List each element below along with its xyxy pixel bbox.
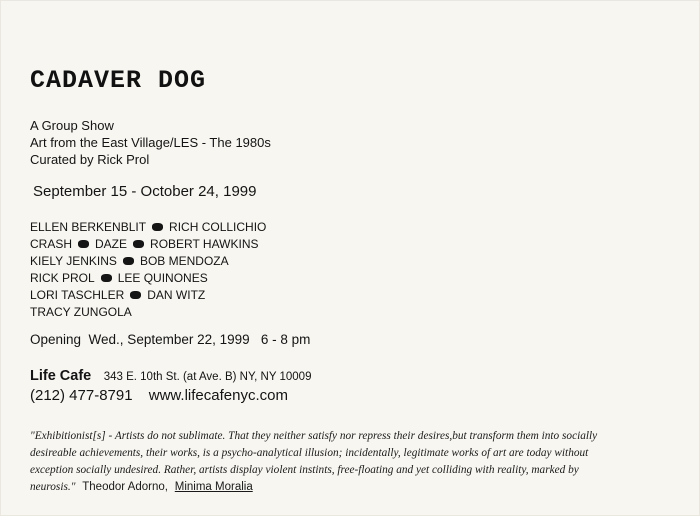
bullet-icon <box>101 274 112 282</box>
quote-author: Theodor Adorno, <box>82 481 168 493</box>
venue-line <box>30 367 311 385</box>
show-intro <box>30 117 271 168</box>
show-title: CADAVER DOG <box>30 66 207 95</box>
artist-name: LORI TASCHLER <box>30 288 125 302</box>
artist-list <box>30 219 266 321</box>
venue-address: 343 E. 10th St. (at Ave. B) NY, NY 10009 <box>103 371 312 383</box>
quote-book-title: Minima Moralia <box>174 481 253 493</box>
artist-name: DAN WITZ <box>147 288 206 302</box>
venue-phone: (212) 477-8791 <box>30 387 133 404</box>
artist-name: RICK PROL <box>30 271 95 285</box>
artist-row <box>30 253 266 270</box>
artist-row <box>30 304 266 321</box>
artist-row <box>30 236 266 253</box>
adorno-quote <box>30 428 615 496</box>
artist-row <box>30 270 266 287</box>
artist-name: CRASH <box>30 237 73 251</box>
artist-name: BOB MENDOZA <box>139 254 229 268</box>
artist-name: TRACY ZUNGOLA <box>30 305 132 319</box>
artist-name: LEE QUINONES <box>117 271 208 285</box>
show-dates: September 15 - October 24, 1999 <box>33 183 257 200</box>
artist-name: ROBERT HAWKINS <box>150 237 259 251</box>
artist-row <box>30 287 266 304</box>
venue-website-link[interactable]: www.lifecafenyc.com <box>148 387 288 404</box>
opening-info: Opening Wed., September 22, 1999 6 - 8 pm <box>30 332 311 347</box>
bullet-icon <box>123 257 134 265</box>
artist-name: DAZE <box>95 237 128 251</box>
artist-name: ELLEN BERKENBLIT <box>30 220 147 234</box>
artist-row <box>30 219 266 236</box>
venue-contact <box>30 387 288 404</box>
artist-name: RICH COLLICHIO <box>169 220 267 234</box>
intro-line-curator: Curated by Rick Prol <box>30 152 150 167</box>
intro-line-group-show: A Group Show <box>30 118 114 133</box>
bullet-icon <box>152 223 163 231</box>
bullet-icon <box>133 240 144 248</box>
artist-name: KIELY JENKINS <box>30 254 117 268</box>
intro-line-subtitle: Art from the East Village/LES - The 1980s <box>30 135 271 150</box>
bullet-icon <box>78 240 89 248</box>
bullet-icon <box>130 291 141 299</box>
quote-text: "Exhibitionist[s] - Artists do not sublimate. That they neither satisfy nor repress their desires,but transform them into socially desireable achievements, their works, is a psycho-analytical illusion; incidentally, legitimate works of art are today without exception socially undesired. Rather, artists display violent instints, free-floating and yet colliding with reality, marked by neurosis." <box>30 430 598 493</box>
venue-name: Life Cafe <box>30 368 92 384</box>
